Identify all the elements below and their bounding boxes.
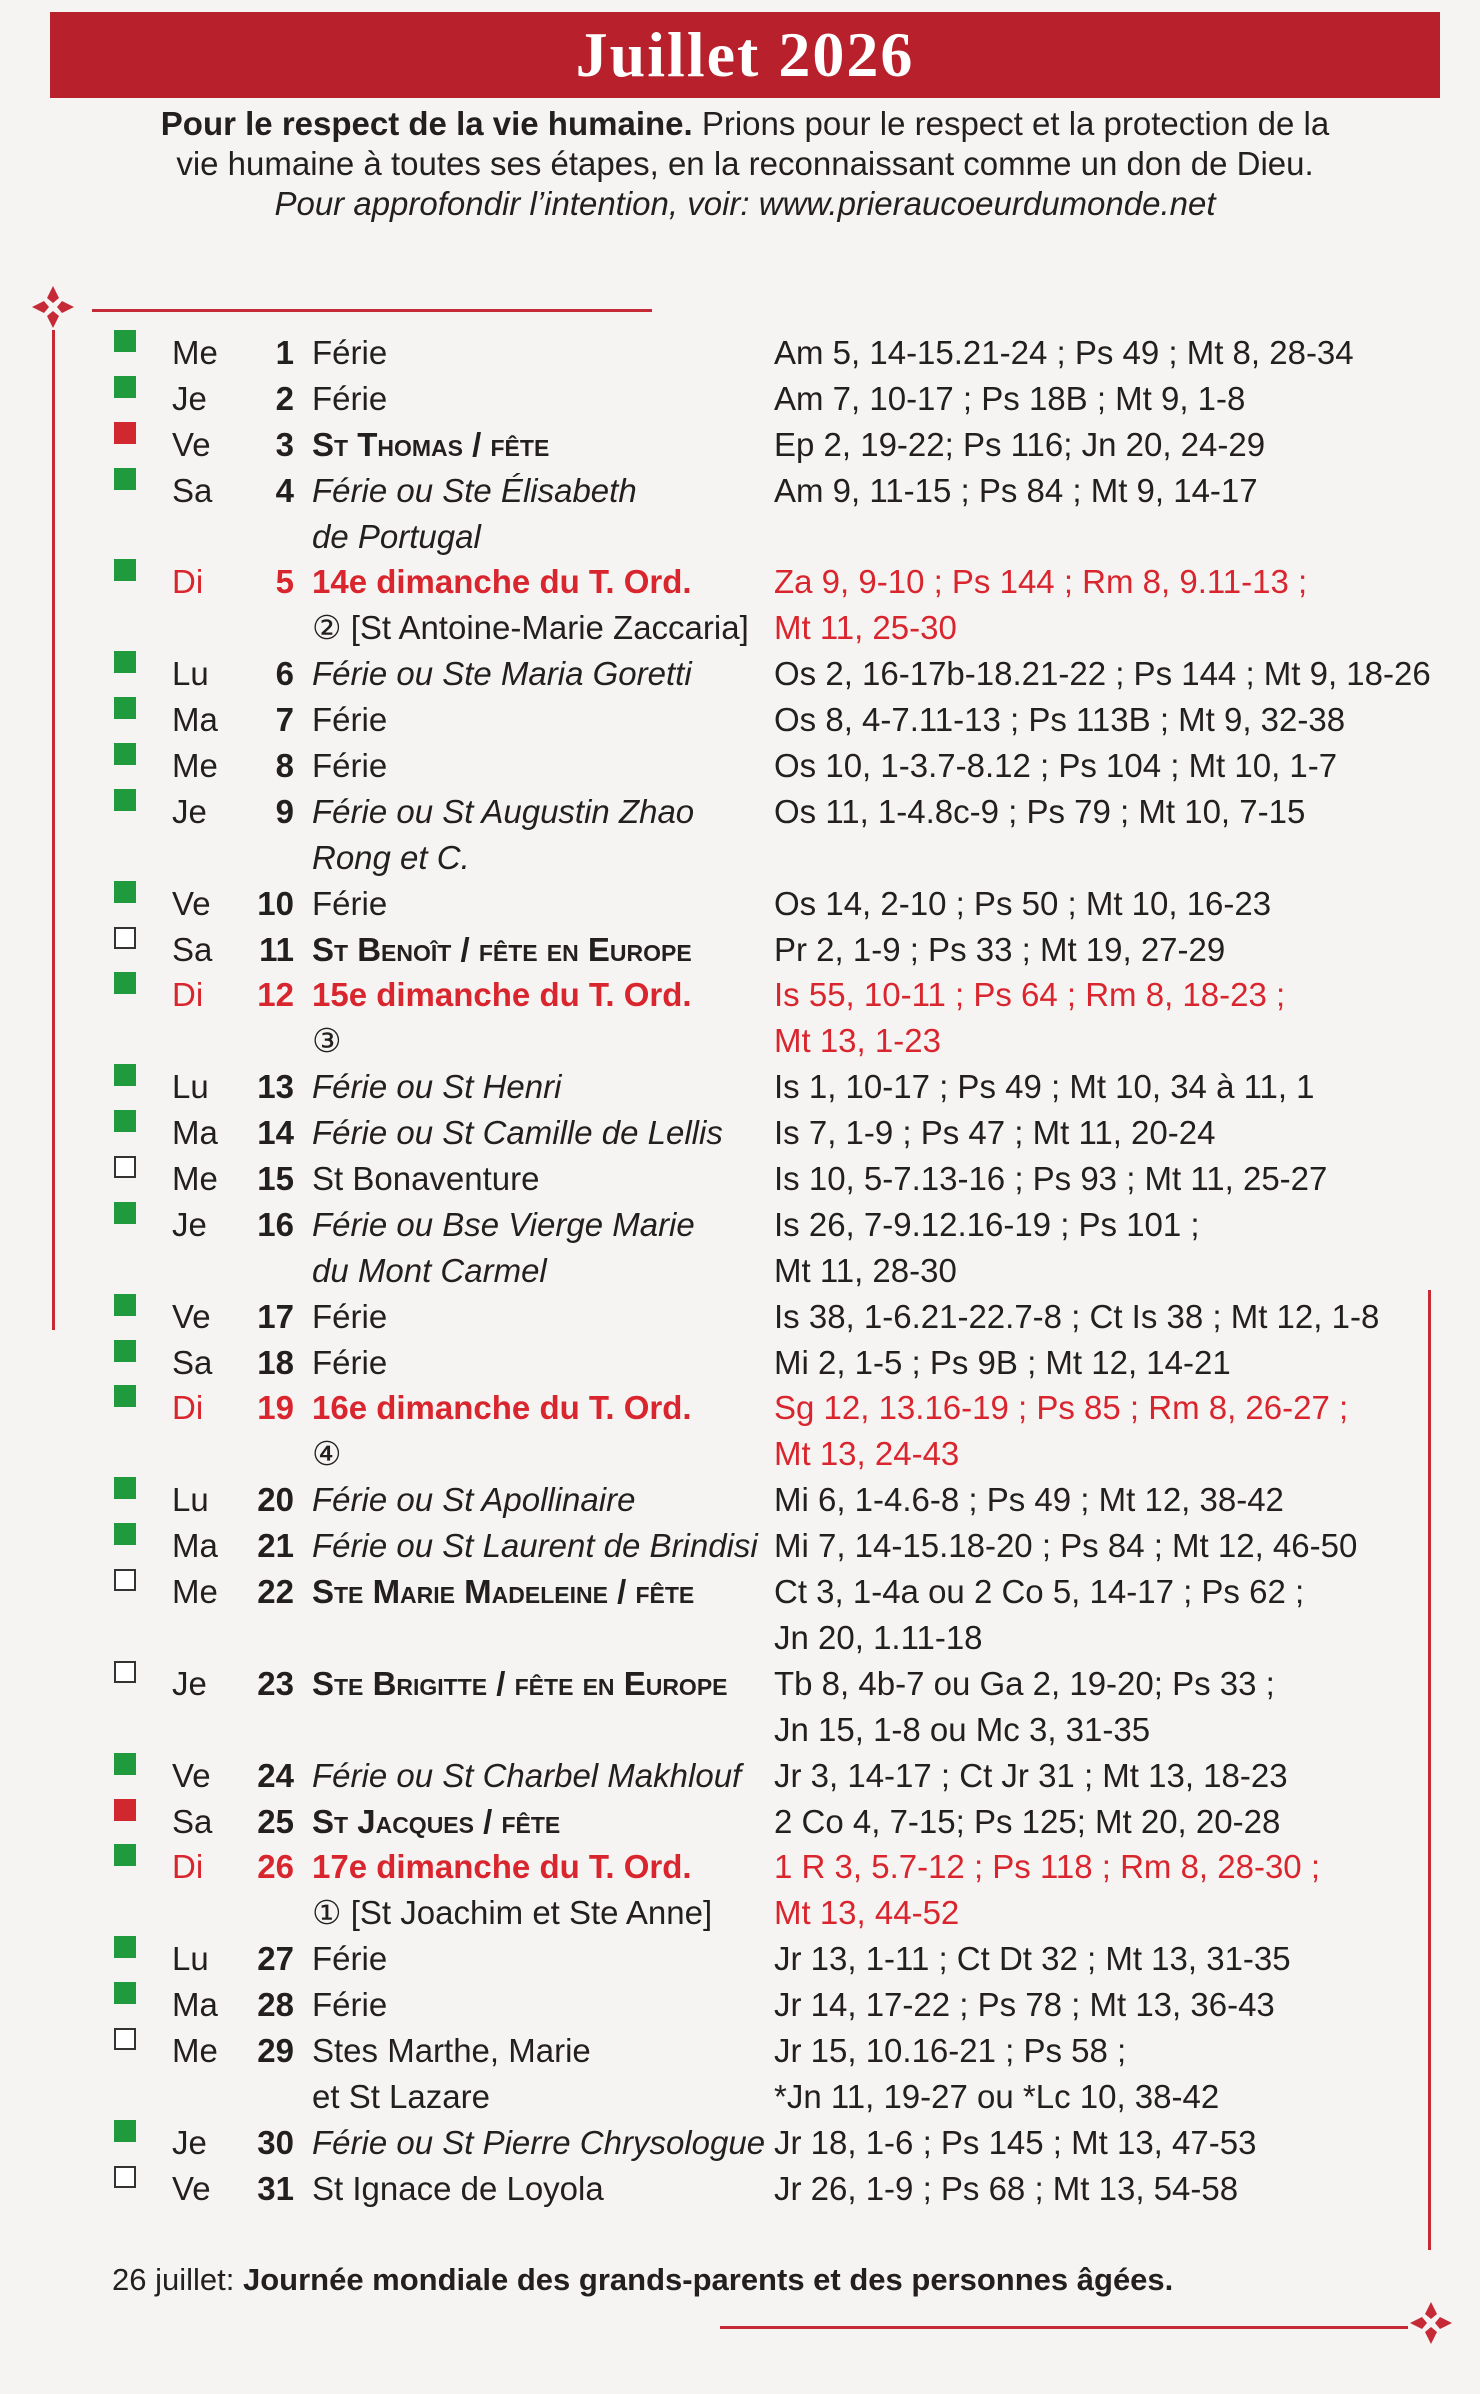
readings: Ep 2, 19-22; Ps 116; Jn 20, 24-29	[774, 425, 1266, 463]
calendar-row	[112, 1523, 1412, 1569]
day-of-week: Me	[172, 2031, 218, 2069]
liturgical-color-square	[114, 697, 136, 719]
calendar-row	[112, 2028, 1412, 2074]
calendar-row	[112, 605, 1412, 651]
event-name: Férie	[312, 1940, 388, 1978]
event-name: St Jacques / fête	[312, 1802, 561, 1840]
day-of-week: Je	[172, 792, 207, 830]
liturgical-color-square	[114, 422, 136, 444]
calendar-row	[112, 1982, 1412, 2028]
readings: Am 7, 10-17 ; Ps 18B ; Mt 9, 1-8	[774, 379, 1246, 417]
event-name: Férie	[312, 334, 388, 371]
day-number: 13	[257, 1068, 294, 1106]
event-name: Férie ou Bse Vierge Marie	[312, 1205, 695, 1243]
calendar-row	[112, 1569, 1412, 1615]
readings: Os 14, 2-10 ; Ps 50 ; Mt 10, 16-23	[774, 884, 1272, 922]
readings: Mi 2, 1-5 ; Ps 9B ; Mt 12, 14-21	[774, 1343, 1231, 1381]
liturgical-color-square	[114, 1661, 136, 1683]
readings: Mt 11, 25-30	[774, 609, 957, 647]
day-of-week: Je	[172, 1205, 207, 1243]
day-number: 8	[275, 747, 294, 785]
event-name: Férie	[312, 1297, 388, 1335]
calendar-list	[112, 330, 1431, 2212]
readings: Jr 13, 1-11 ; Ct Dt 32 ; Mt 13, 31-35	[774, 1940, 1291, 1978]
calendar-row	[112, 1294, 1412, 1340]
event-name: 14e dimanche du T. Ord.	[312, 563, 692, 601]
liturgical-color-square	[114, 1385, 136, 1407]
calendar-row	[112, 1431, 1412, 1477]
calendar-row	[112, 1844, 1412, 1890]
day-number: 30	[257, 2123, 294, 2161]
footer-note	[112, 2262, 1173, 2298]
event-name: Stes Marthe, Marie	[312, 2031, 591, 2069]
liturgical-color-square	[114, 2120, 136, 2142]
calendar-row	[112, 2120, 1412, 2166]
calendar-row	[112, 1064, 1412, 1110]
liturgical-color-square	[114, 1064, 136, 1086]
day-of-week: Ma	[172, 1986, 218, 2024]
readings: Mt 13, 44-52	[774, 1894, 960, 1932]
day-number: 23	[257, 1664, 294, 1702]
readings: Os 11, 1-4.8c-9 ; Ps 79 ; Mt 10, 7-15	[774, 792, 1306, 830]
event-name: 16e dimanche du T. Ord.	[312, 1389, 692, 1427]
cross-ornament-icon	[1408, 2300, 1454, 2346]
top-rule	[92, 309, 652, 312]
calendar-row	[112, 835, 1412, 881]
event-name: St Ignace de Loyola	[312, 2169, 604, 2207]
day-of-week: Ve	[172, 2169, 211, 2207]
readings: Sg 12, 13.16-19 ; Ps 85 ; Rm 8, 26-27 ;	[774, 1389, 1349, 1427]
readings: 1 R 3, 5.7-12 ; Ps 118 ; Rm 8, 28-30 ;	[774, 1848, 1320, 1886]
intention-link: Pour approfondir l’intention, voir: www.prieraucoeurdumonde.net	[274, 185, 1216, 222]
event-name: Férie ou Ste Maria Goretti	[312, 655, 692, 693]
month-title: Juillet 2026	[575, 19, 915, 90]
footer-text: Journée mondiale des grands-parents et des personnes âgées.	[234, 2262, 1174, 2297]
day-number: 15	[257, 1160, 294, 1198]
liturgical-color-square	[114, 1569, 136, 1591]
day-number: 1	[275, 334, 294, 371]
liturgical-color-square	[114, 927, 136, 949]
readings: Is 26, 7-9.12.16-19 ; Ps 101 ;	[774, 1205, 1200, 1243]
liturgical-color-square	[114, 330, 136, 352]
event-name: et St Lazare	[312, 2077, 490, 2115]
liturgical-color-square	[114, 1523, 136, 1545]
calendar-row	[112, 789, 1412, 835]
calendar-row	[112, 330, 1412, 376]
calendar-row	[112, 927, 1412, 973]
event-name: ① [St Joachim et Ste Anne]	[312, 1894, 713, 1932]
readings: Jr 14, 17-22 ; Ps 78 ; Mt 13, 36-43	[774, 1986, 1275, 2024]
liturgical-color-square	[114, 651, 136, 673]
intention-heading: Pour le respect de la vie humaine.	[160, 105, 693, 142]
day-of-week: Lu	[172, 1068, 209, 1106]
calendar-row	[112, 743, 1412, 789]
day-of-week: Lu	[172, 655, 209, 693]
liturgical-color-square	[114, 1753, 136, 1775]
day-of-week: Je	[172, 379, 207, 417]
calendar-row	[112, 1110, 1412, 1156]
day-of-week: Me	[172, 334, 218, 371]
readings: Za 9, 9-10 ; Ps 144 ; Rm 8, 9.11-13 ;	[774, 563, 1308, 601]
readings: Is 10, 5-7.13-16 ; Ps 93 ; Mt 11, 25-27	[774, 1160, 1328, 1198]
liturgical-color-square	[114, 1982, 136, 2004]
event-name: ② [St Antoine-Marie Zaccaria]	[312, 609, 749, 647]
day-of-week: Di	[172, 563, 204, 601]
liturgical-color-square	[114, 468, 136, 490]
event-name: St Benoît / fête en Europe	[312, 930, 692, 968]
day-number: 6	[275, 655, 294, 693]
day-number: 22	[257, 1573, 294, 1611]
day-number: 26	[257, 1848, 294, 1886]
readings: Is 1, 10-17 ; Ps 49 ; Mt 10, 34 à 11, 1	[774, 1068, 1315, 1106]
day-number: 16	[257, 1205, 294, 1243]
calendar-row	[112, 514, 1412, 560]
left-rule	[52, 330, 55, 1330]
calendar-row	[112, 1156, 1412, 1202]
event-name: Rong et C.	[312, 838, 470, 876]
event-name: St Bonaventure	[312, 1160, 540, 1198]
day-number: 12	[257, 976, 294, 1014]
liturgical-color-square	[114, 2028, 136, 2050]
liturgical-color-square	[114, 1340, 136, 1362]
event-name: Ste Marie Madeleine / fête	[312, 1573, 695, 1611]
calendar-row	[112, 422, 1412, 468]
readings: Mt 11, 28-30	[774, 1251, 957, 1289]
day-number: 14	[257, 1114, 294, 1152]
day-of-week: Di	[172, 1848, 204, 1886]
day-of-week: Je	[172, 1664, 207, 1702]
readings: Ct 3, 1-4a ou 2 Co 5, 14-17 ; Ps 62 ;	[774, 1573, 1305, 1611]
day-number: 7	[275, 701, 294, 739]
calendar-row	[112, 559, 1412, 605]
readings: Am 9, 11-15 ; Ps 84 ; Mt 9, 14-17	[774, 471, 1258, 509]
event-name: Férie ou St Camille de Lellis	[312, 1114, 723, 1152]
readings: Mi 7, 14-15.18-20 ; Ps 84 ; Mt 12, 46-50	[774, 1527, 1358, 1565]
readings: Mt 13, 24-43	[774, 1435, 960, 1473]
event-name: Férie ou St Pierre Chrysologue	[312, 2123, 766, 2161]
event-name: Férie ou St Augustin Zhao	[312, 792, 695, 830]
day-of-week: Ve	[172, 1756, 211, 1794]
day-number: 11	[259, 930, 294, 968]
footer-date: 26 juillet:	[112, 2262, 235, 2297]
calendar-row	[112, 1661, 1412, 1707]
calendar-row	[112, 2074, 1412, 2120]
calendar-row	[112, 1707, 1412, 1753]
day-number: 18	[257, 1343, 294, 1381]
day-of-week: Me	[172, 1160, 218, 1198]
month-banner	[50, 12, 1440, 98]
liturgical-color-square	[114, 1110, 136, 1132]
day-number: 4	[275, 471, 294, 509]
event-name: 15e dimanche du T. Ord.	[312, 976, 692, 1014]
readings: Jn 15, 1-8 ou Mc 3, 31-35	[774, 1710, 1151, 1748]
readings: Is 38, 1-6.21-22.7-8 ; Ct Is 38 ; Mt 12, 1-8	[774, 1297, 1380, 1335]
day-of-week: Me	[172, 747, 218, 785]
calendar-row	[112, 1890, 1412, 1936]
liturgical-color-square	[114, 789, 136, 811]
liturgical-color-square	[114, 1936, 136, 1958]
event-name: 17e dimanche du T. Ord.	[312, 1848, 692, 1886]
calendar-row	[112, 1615, 1412, 1661]
event-name: Férie ou St Henri	[312, 1068, 562, 1106]
calendar-row	[112, 1799, 1412, 1845]
event-name: St Thomas / fête	[312, 425, 550, 463]
day-number: 17	[257, 1297, 294, 1335]
day-of-week: Di	[172, 1389, 204, 1427]
liturgical-color-square	[114, 2166, 136, 2188]
readings: Os 10, 1-3.7-8.12 ; Ps 104 ; Mt 10, 1-7	[774, 747, 1338, 785]
event-name: Férie	[312, 701, 388, 739]
calendar-row	[112, 1477, 1412, 1523]
day-number: 10	[257, 884, 294, 922]
calendar-row	[112, 1753, 1412, 1799]
day-of-week: Ve	[172, 884, 211, 922]
calendar-row	[112, 376, 1412, 422]
readings: Jr 18, 1-6 ; Ps 145 ; Mt 13, 47-53	[774, 2123, 1257, 2161]
readings: 2 Co 4, 7-15; Ps 125; Mt 20, 20-28	[774, 1802, 1281, 1840]
event-name: Férie	[312, 747, 388, 785]
liturgical-color-square	[114, 1477, 136, 1499]
day-number: 9	[275, 792, 294, 830]
event-name: Férie	[312, 884, 388, 922]
event-name: Férie	[312, 1343, 388, 1381]
readings: Mt 13, 1-23	[774, 1022, 941, 1060]
liturgical-color-square	[114, 559, 136, 581]
day-of-week: Ma	[172, 1114, 218, 1152]
readings: Os 2, 16-17b-18.21-22 ; Ps 144 ; Mt 9, 18-26	[774, 655, 1431, 693]
liturgical-color-square	[114, 1844, 136, 1866]
day-number: 29	[257, 2031, 294, 2069]
calendar-row	[112, 468, 1412, 514]
intention-text-1: Prions pour le respect et la protection de la	[692, 105, 1330, 142]
calendar-row	[112, 651, 1431, 697]
day-of-week: Sa	[172, 1802, 213, 1840]
liturgical-color-square	[114, 743, 136, 765]
liturgical-color-square	[114, 1202, 136, 1224]
liturgical-color-square	[114, 1294, 136, 1316]
calendar-row	[112, 1936, 1412, 1982]
day-of-week: Lu	[172, 1481, 209, 1519]
day-number: 2	[275, 379, 294, 417]
event-name: Ste Brigitte / fête en Europe	[312, 1664, 728, 1702]
event-name: Férie ou St Laurent de Brindisi	[312, 1527, 758, 1565]
readings: Jr 15, 10.16-21 ; Ps 58 ;	[774, 2031, 1127, 2069]
day-number: 28	[257, 1986, 294, 2024]
event-name: ③	[312, 1022, 342, 1060]
event-name: du Mont Carmel	[312, 1251, 547, 1289]
calendar-row	[112, 1340, 1412, 1386]
day-number: 19	[257, 1389, 294, 1427]
day-number: 5	[275, 563, 294, 601]
event-name: ④	[312, 1435, 342, 1473]
liturgical-color-square	[114, 972, 136, 994]
calendar-row	[112, 1018, 1412, 1064]
event-name: Férie	[312, 1986, 388, 2024]
readings: Jr 3, 14-17 ; Ct Jr 31 ; Mt 13, 18-23	[774, 1756, 1288, 1794]
day-of-week: Lu	[172, 1940, 209, 1978]
liturgical-color-square	[114, 1799, 136, 1821]
day-of-week: Ma	[172, 701, 218, 739]
readings: *Jn 11, 19-27 ou *Lc 10, 38-42	[774, 2077, 1220, 2115]
day-of-week: Je	[172, 2123, 207, 2161]
calendar-row	[112, 881, 1412, 927]
calendar-row	[112, 972, 1412, 1018]
day-of-week: Sa	[172, 471, 213, 509]
readings: Is 7, 1-9 ; Ps 47 ; Mt 11, 20-24	[774, 1114, 1216, 1152]
readings: Jr 26, 1-9 ; Ps 68 ; Mt 13, 54-58	[774, 2169, 1239, 2207]
day-number: 20	[257, 1481, 294, 1519]
day-of-week: Ma	[172, 1527, 218, 1565]
event-name: Férie ou St Apollinaire	[312, 1481, 636, 1519]
calendar-row	[112, 1385, 1412, 1431]
readings: Is 55, 10-11 ; Ps 64 ; Rm 8, 18-23 ;	[774, 976, 1286, 1014]
day-of-week: Sa	[172, 1343, 213, 1381]
event-name: Férie	[312, 379, 388, 417]
calendar-row	[112, 697, 1412, 743]
day-number: 21	[257, 1527, 294, 1565]
calendar-row	[112, 2166, 1412, 2212]
day-of-week: Sa	[172, 930, 213, 968]
liturgical-color-square	[114, 881, 136, 903]
event-name: Férie ou St Charbel Makhlouf	[312, 1756, 742, 1794]
day-of-week: Me	[172, 1573, 218, 1611]
event-name: de Portugal	[312, 517, 481, 555]
day-number: 27	[257, 1940, 294, 1978]
right-rule	[1428, 1290, 1431, 2250]
readings: Tb 8, 4b-7 ou Ga 2, 19-20; Ps 33 ;	[774, 1664, 1275, 1702]
readings: Am 5, 14-15.21-24 ; Ps 49 ; Mt 8, 28-34	[774, 334, 1354, 371]
readings: Mi 6, 1-4.6-8 ; Ps 49 ; Mt 12, 38-42	[774, 1481, 1284, 1519]
day-of-week: Ve	[172, 425, 211, 463]
readings: Jn 20, 1.11-18	[774, 1618, 983, 1656]
event-name: Férie ou Ste Élisabeth	[312, 471, 637, 509]
day-number: 31	[257, 2169, 294, 2207]
day-of-week: Di	[172, 976, 204, 1014]
readings: Os 8, 4-7.11-13 ; Ps 113B ; Mt 9, 32-38	[774, 701, 1346, 739]
day-number: 24	[257, 1756, 294, 1794]
cross-ornament-icon	[30, 284, 76, 330]
day-number: 3	[275, 425, 294, 463]
liturgical-color-square	[114, 1156, 136, 1178]
calendar-row	[112, 1248, 1412, 1294]
liturgical-color-square	[114, 376, 136, 398]
prayer-intention	[50, 104, 1440, 224]
readings: Pr 2, 1-9 ; Ps 33 ; Mt 19, 27-29	[774, 930, 1226, 968]
bottom-rule	[720, 2326, 1408, 2329]
day-number: 25	[257, 1802, 294, 1840]
intention-text-2: vie humaine à toutes ses étapes, en la reconnaissant comme un don de Dieu.	[176, 145, 1314, 182]
calendar-row	[112, 1202, 1412, 1248]
day-of-week: Ve	[172, 1297, 211, 1335]
